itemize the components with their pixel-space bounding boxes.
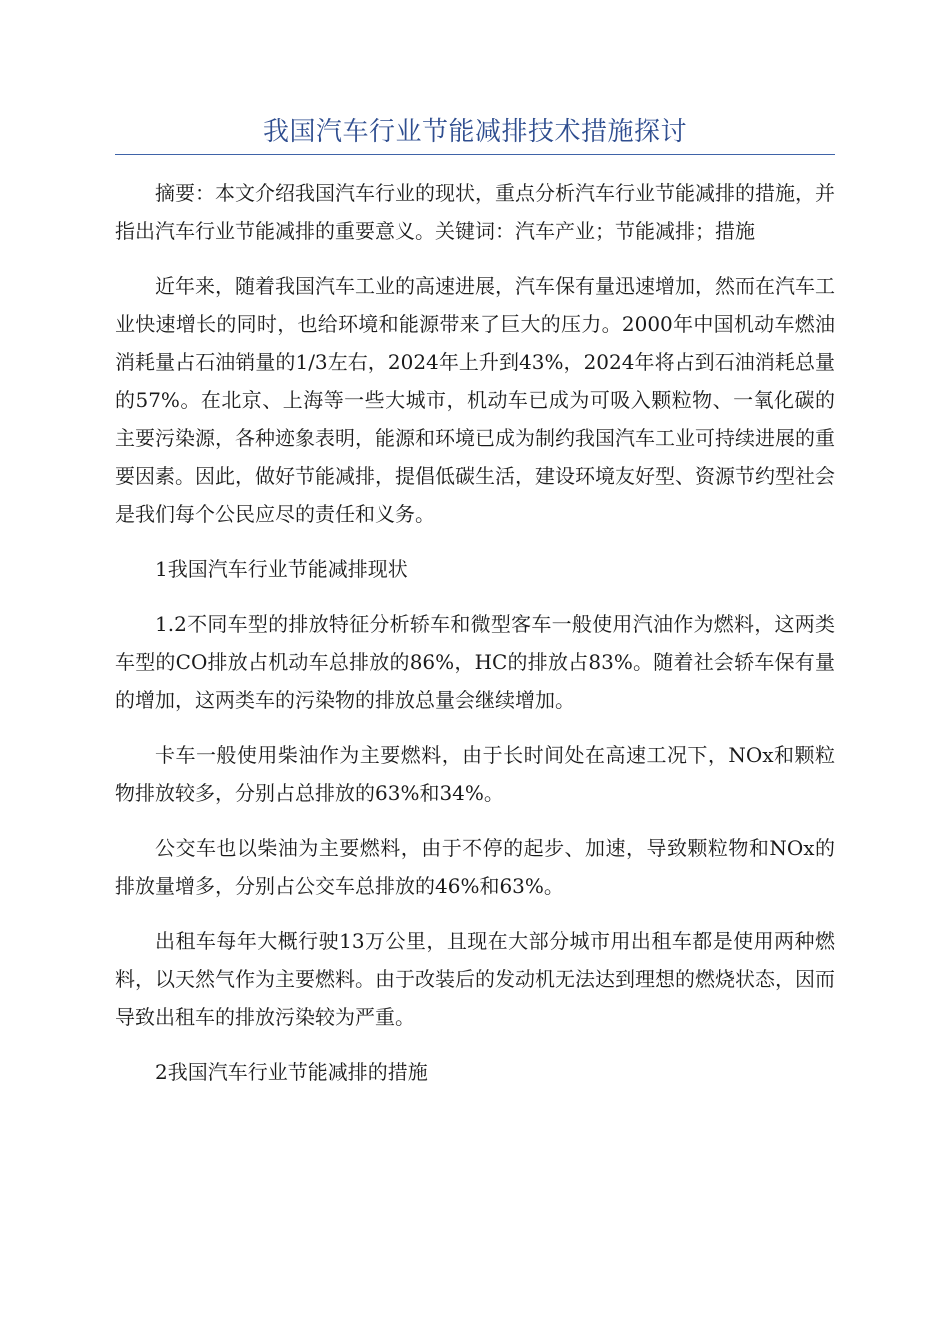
- abstract-paragraph: 摘要：本文介绍我国汽车行业的现状，重点分析汽车行业节能减排的措施，并指出汽车行业节能减排的重要意义。关键词：汽车产业；节能减排；措施: [115, 181, 835, 243]
- intro-paragraph: 近年来，随着我国汽车工业的高速进展，汽车保有量迅速增加，然而在汽车工业快速增长的同时，也给环境和能源带来了巨大的压力。2000年中国机动车燃油消耗量占石油销量的1/3左右，2024年上升到43%，2024年将占到石油消耗总量的57%。在北京、上海等一些大城市，机动车已成为可吸入颗粒物、一氧化碳的主要污染源，各种迹象表明，能源和环境已成为制约我国汽车工业可持续进展的重要因素。因此，做好节能减排，提倡低碳生活，建设环境友好型、资源节约型社会是我们每个公民应尽的责任和义务。: [115, 274, 835, 526]
- document-body: [115, 174, 835, 1108]
- body-paragraph: 1.2不同车型的排放特征分析轿车和微型客车一般使用汽油作为燃料，这两类车型的CO排放占机动车总排放的86%，HC的排放占83%。随着社会轿车保有量的增加，这两类车的污染物的排放总量会继续增加。: [115, 612, 835, 712]
- document-title: 我国汽车行业节能减排技术措施探讨: [262, 117, 687, 147]
- body-paragraph: 出租车每年大概行驶13万公里，且现在大部分城市用出租车都是使用两种燃料，以天然气作为主要燃料。由于改装后的发动机无法达到理想的燃烧状态，因而导致出租车的排放污染较为严重。: [115, 929, 835, 1029]
- section-heading-2: 2我国汽车行业节能减排的措施: [155, 1060, 428, 1084]
- body-paragraph: 卡车一般使用柴油作为主要燃料，由于长时间处在高速工况下，NOx和颗粒物排放较多，分别占总排放的63%和34%。: [115, 743, 835, 805]
- title-underline: [115, 154, 835, 155]
- section-heading-1: 1我国汽车行业节能减排现状: [155, 557, 408, 581]
- body-paragraph: 公交车也以柴油为主要燃料，由于不停的起步、加速，导致颗粒物和NOx的排放量增多，分别占公交车总排放的46%和63%。: [115, 836, 835, 898]
